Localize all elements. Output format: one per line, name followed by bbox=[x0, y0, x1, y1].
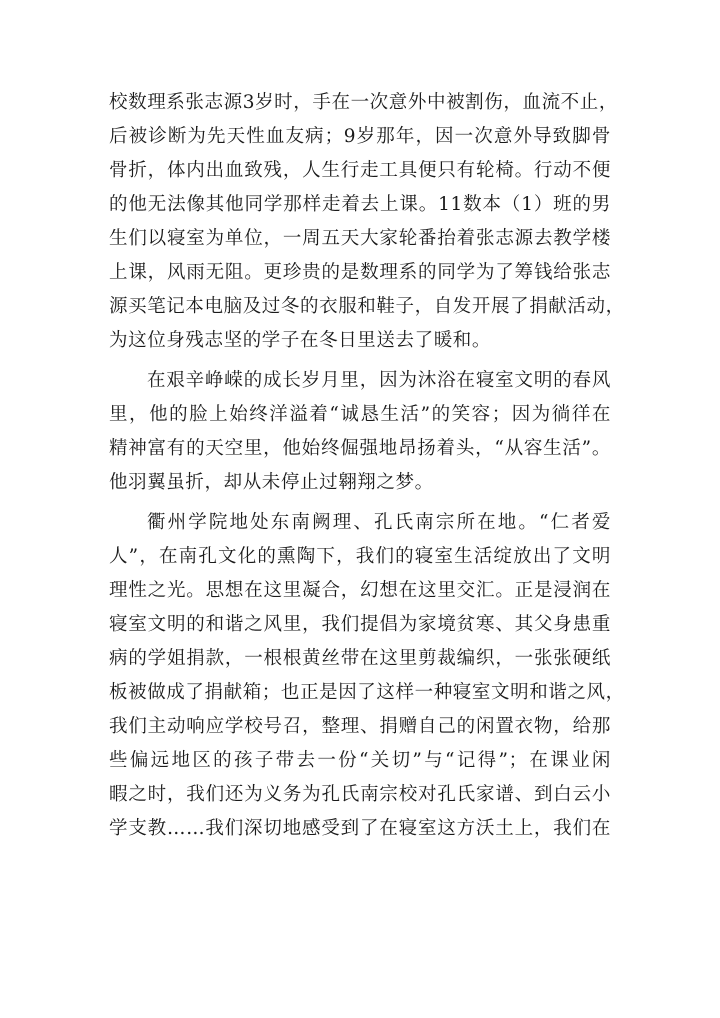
text-line: 后被诊断为先天性血友病；9岁那年，因一次意外导致脚骨 bbox=[109, 126, 611, 147]
text-line: 校数理系张志源3岁时，手在一次意外中被割伤，血流不止， bbox=[109, 92, 618, 113]
text-line: 源买笔记本电脑及过冬的衣服和鞋子，自发开展了捐献活动， bbox=[109, 296, 625, 317]
text-line: 里，他的脸上始终洋溢着“诚恳生活”的笑容；因为徜徉在 bbox=[109, 404, 611, 425]
text-line: 为这位身残志坚的学子在冬日里送去了暖和。 bbox=[109, 330, 492, 351]
text-line: 学支教……我们深切地感受到了在寝室这方沃土上，我们在 bbox=[109, 818, 611, 839]
paragraph-1 bbox=[109, 86, 625, 358]
text-line: 病的学姐捐款，一根根黄丝带在这里剪裁编织，一张张硬纸 bbox=[109, 648, 611, 669]
document-body bbox=[109, 86, 625, 846]
text-line: 理性之光。思想在这里凝合，幻想在这里交汇。正是浸润在 bbox=[109, 580, 611, 601]
text-line: 板被做成了捐献箱；也正是因了这样一种寝室文明和谐之风， bbox=[109, 682, 625, 703]
text-line: 人”，在南孔文化的熏陶下，我们的寝室生活绽放出了文明 bbox=[109, 546, 611, 567]
paragraph-3 bbox=[109, 506, 625, 846]
text-line: 在艰辛峥嵘的成长岁月里，因为沐浴在寝室文明的春风 bbox=[147, 370, 611, 391]
text-line: 生们以寝室为单位，一周五天大家轮番抬着张志源去教学楼 bbox=[109, 228, 611, 249]
text-line: 的他无法像其他同学那样走着去上课。11数本（1）班的男 bbox=[109, 194, 611, 215]
text-line: 我们主动响应学校号召，整理、捐赠自己的闲置衣物，给那 bbox=[109, 716, 611, 737]
paragraph-2 bbox=[109, 364, 611, 500]
text-line: 精神富有的天空里，他始终倔强地昂扬着头，“从容生活”。 bbox=[109, 438, 611, 459]
text-line: 暇之时，我们还为义务为孔氏南宗校对孔氏家谱、到白云小 bbox=[109, 784, 611, 805]
text-line: 他羽翼虽折，却从未停止过翱翔之梦。 bbox=[109, 472, 434, 493]
text-line: 衢州学院地处东南阙理、孔氏南宗所在地。“仁者爱 bbox=[147, 512, 611, 533]
text-line: 寝室文明的和谐之风里，我们提倡为家境贫寒、其父身患重 bbox=[109, 614, 611, 635]
text-line: 些偏远地区的孩子带去一份“关切”与“记得”；在课业闲 bbox=[109, 750, 611, 771]
text-line: 骨折，体内出血致残，人生行走工具便只有轮椅。行动不便 bbox=[109, 160, 611, 181]
text-line: 上课，风雨无阻。更珍贵的是数理系的同学为了筹钱给张志 bbox=[109, 262, 611, 283]
